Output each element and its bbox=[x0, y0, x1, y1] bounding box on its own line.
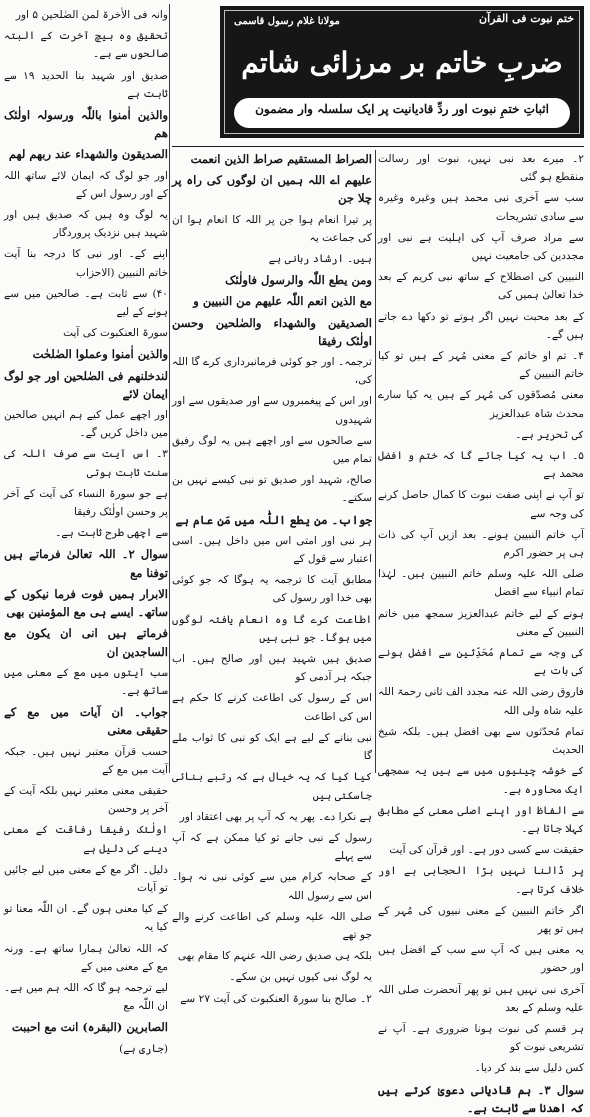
header-divider bbox=[172, 146, 584, 147]
right-column-line: صلی اللہ علیہ وسلم خاتم النبیین ہیں۔ لہٰذا تمام انبیاء سے افضل bbox=[378, 568, 584, 599]
right-column-line: ۴۔ تم او خاتم کے معنی مُہر کے ہیں تو کیا خاتم النبیین کے bbox=[378, 350, 584, 381]
right-column-line: ہونے کے لیے خاتم عبدالعزیز سمجھ میں خاتم النبیین کے معنی bbox=[378, 607, 584, 638]
left-column-line: سوال ۲۔ اللہ تعالیٰ فرماتے ہیں توفنا مع bbox=[4, 547, 168, 580]
column-divider-left bbox=[169, 4, 170, 773]
left-column-line: وانہ فی الاٰخرۃ لمن الصٰلحین ۵ اور bbox=[15, 9, 168, 21]
left-column-line: اور جو لوگ کہ ایمان لائے ساتھ اللہ کے اور رسول اس کے bbox=[4, 169, 168, 200]
middle-column-line: ہے نکرا دے۔ پھر یہ کہ آپ پر بھی اعتقاد اور bbox=[179, 810, 372, 823]
right-column-line: کے خوشہ چینیوں میں سے ہیں یہ سمجھی ایک محاورہ ہے۔ bbox=[378, 765, 584, 796]
middle-column-line: ہیں۔ ارشاد ربانی ہے bbox=[268, 253, 372, 266]
middle-column-line: کیا کیا کہ یہ خیال ہے کہ رتبے بنائی جاسکتی ہیں bbox=[172, 771, 372, 802]
middle-column-line: ہر نبی اور امتی اس میں داخل ہیں۔ اسی اعتبار سے قول کے bbox=[172, 534, 372, 566]
left-column-line: کہ اللہ تعالیٰ ہمارا ساتھ ہے۔ ورنہ مع کے معنی میں کے bbox=[4, 942, 168, 973]
right-column-line: آپ خاتم النبیین ہونے۔ بعد ازیں آپ کی ذات ہی پر حضور اکرم bbox=[378, 528, 584, 560]
article-header-banner bbox=[220, 6, 584, 138]
left-column-line: سے اچھی طرح ثابت ہے۔ bbox=[55, 527, 168, 540]
series-title: ختم نبوت فی القرآن bbox=[479, 12, 574, 25]
right-column-line: یہ معنی ہیں کہ آپ سے سب کے افضل ہیں اور حضور bbox=[378, 944, 584, 975]
right-column-line: فاروق رضی اللہ عنہ مجدد الف ثانی رحمۃ اللہ علیہ شاہ ولی اللہ bbox=[378, 686, 584, 717]
middle-column-line: کے صحابہ کرام میں سے کوئی نبی نہ ہوا۔ اس سے رسول اللہ bbox=[172, 871, 372, 902]
left-column-line: لندخلنھم فی الصٰلحین اور جو لوگ ایمان لائے bbox=[4, 368, 168, 401]
middle-column-line: صالح، شہید اور صدیق تو نبی کیسے نہیں بن سکتے۔ bbox=[172, 474, 372, 505]
middle-column-line: صلی اللہ علیہ وسلم کی اطاعت کرنے والے جو تھے bbox=[172, 910, 372, 941]
left-column-line: حقیقی معنی معتبر نہیں بلکہ آیت کے آخر پر وحسن bbox=[4, 784, 168, 816]
middle-column-line: ۲۔ صالح بنا سورۃ العنکبوت کی آیت ۲۷ سے bbox=[180, 992, 372, 1005]
left-column-line: اولٰئک رفیقا رفاقت کے معنی دینے کی دلیل ہے bbox=[4, 824, 168, 855]
middle-column-line: مطابق آیت کا ترجمہ یہ ہوگا کہ جو کوئی بھی خدا اور رسول کی bbox=[172, 574, 372, 605]
middle-column-line: صدیق ہیں شہید ہیں اور صالح ہیں۔ اب جبکہ ہر آدمی کو bbox=[172, 653, 372, 684]
middle-column-line: پر تیرا انعام ہوا جن پر اللہ کا انعام ہوا ان کی جماعت یہ bbox=[172, 213, 372, 244]
subtitle-box bbox=[234, 98, 570, 128]
article-subtitle: اثباتِ ختمِ نبوت اور ردِّ قادیانیت پر ایک سلسلہ وار مضمون bbox=[255, 102, 549, 116]
left-column-line: والذین اٰمنوا باللّٰہ ورسولہ اولٰئک ھم bbox=[4, 108, 168, 141]
right-column-line: سوال ۳۔ ہم قادیانی دعویٰ کرتے ہیں کہ اھدنا سے ثابت ہے۔ bbox=[378, 1082, 584, 1115]
left-column-line: سب آیتوں میں مع کے معنی میں ساتھ ہے۔ bbox=[4, 666, 168, 697]
left-column-line: ہے جو سورۃ النساء کی آیت کے آخر پر وحسن اولٰئک رفیقا bbox=[4, 487, 168, 519]
right-column-line: سب سے آخری نبی محمد ہیں وغیرہ وغیرہ سے سادی تشریحات bbox=[378, 192, 584, 223]
left-column-line: کے کیا معنی ہوں گے۔ ان اللّٰہ معنا تو کیا یہ bbox=[4, 903, 168, 934]
middle-column-line: اس کے رسول کی اطاعت کرنے کا حکم ہے اس کی اطاعت bbox=[172, 692, 372, 723]
left-column-line: تحقیق وہ بیچ آخرت کے البتہ صالحوں سے ہے۔ bbox=[4, 30, 168, 61]
left-column-line: ۳۔ اس آیت سے صرف اللہ کی سنت ثابت ہوتی bbox=[4, 448, 168, 479]
left-column-line: الصابرین (البقرہ) انت مع احببت bbox=[11, 1020, 168, 1035]
middle-column-line: بلکہ ہی صدیق رضی اللہ عنہم کا مقام بھی bbox=[177, 950, 372, 963]
right-column-line: آخری نبی نہیں ہیں تو پھر آنحضرت صلی اللہ علیہ وسلم کے بعد bbox=[378, 983, 584, 1014]
middle-column-line: ومن یطع اللّٰہ والرسول فاولٰئک bbox=[225, 273, 372, 288]
left-column-line: حسب قرآن معتبر نہیں ہیں۔ جبکہ آیت میں مع کے bbox=[4, 745, 168, 776]
right-column-line: کے بعد محبت نہیں اگر ہوتے تو دکھا دے جاتے ہیں گے۔ bbox=[378, 310, 584, 341]
left-column-line: اپنے کے۔ اور نبی کا درجہ بنا آیت خاتم النبیین (الاحزاب bbox=[4, 248, 168, 279]
right-column-line: کس دلیل سے بند کر دیا۔ bbox=[474, 1062, 584, 1075]
left-column-line: فرماتے ہیں انی ان یکون مع الساجدین ان bbox=[4, 626, 168, 659]
left-column bbox=[4, 6, 168, 1055]
left-column-line: (جاری ہے) bbox=[119, 1042, 168, 1055]
right-column-line: پر ڈالنا نہیں بڑا الحجابی ہے اور خلاف کرتا ہے۔ bbox=[378, 865, 584, 896]
author-byline: مولانا غلام رسول قاسمی bbox=[234, 16, 340, 27]
middle-column-line: ترجمہ۔ اور جو کوئی فرمانبرداری کرے گا اللہ کی، bbox=[172, 356, 372, 387]
left-column-line: والذین اٰمنوا وعملوا الصٰلحٰت bbox=[32, 347, 168, 362]
middle-column-line: اطاعت کرے گا وہ انعام یافتہ لوگوں میں ہوگا۔ جو نبی ہیں bbox=[172, 613, 372, 644]
middle-column-line: مع الذین انعم اللّٰہ علیھم من النبیین و bbox=[193, 294, 372, 309]
left-column-line: اور اچھے عمل کیے ہم انہیں صالحین میں داخل کریں گے۔ bbox=[4, 409, 168, 440]
right-column-line: کی تحریر ہے۔ bbox=[515, 428, 584, 441]
column-divider-right bbox=[375, 150, 376, 773]
left-column-line: ۴۰) سے ثابت ہے۔ صالحین میں سے ہونے کے لیے bbox=[4, 287, 168, 319]
left-column-line: لیے ترجمہ ہو گا کہ اللہ ہم میں ہے۔ ان اللّٰہ مع bbox=[4, 981, 168, 1013]
left-column-line: الصدیقون والشھداء عند ربھم لھم bbox=[8, 147, 168, 162]
middle-column-line: الصراط المستقیم صراط الذین انعمت bbox=[190, 152, 372, 166]
left-column-line: دلیل۔ اگر مع کے معنی میں لیے جائیں تو آیات bbox=[4, 863, 168, 894]
right-column-line: تمام مُحدّثوں سے بھی افضل ہیں۔ بلکہ شیخ الحدیث bbox=[378, 725, 584, 757]
right-column-line: معنی مُصدّقوں کی مُہر کے ہیں یہ کیا سارے محدث شاہ عبدالعزیز bbox=[378, 389, 584, 420]
right-column-line: سے مراد صرف آپ کی اہلیت ہے نبی اور مجددین کی جامعیت نہیں bbox=[378, 231, 584, 263]
left-column-line: الابرار ہمیں فوت فرما نیکوں کے ساتھ۔ ایسے ہی مع المؤمنین بھی bbox=[4, 586, 168, 620]
left-column-line: جواب۔ ان آیات میں مع کے حقیقی معنی bbox=[4, 705, 168, 738]
left-column-line: سورۃ العنکبوت کی آیت bbox=[63, 327, 168, 340]
middle-column-line: جواب۔ من یطع اللّٰہ میں مَن عام ہے bbox=[175, 512, 372, 527]
right-column-line: کی وجہ سے تمام مُحَدِّثین سے افضل ہونے کی بات ہے bbox=[378, 647, 584, 678]
right-column-line: النبیین کی اصطلاح کے ساتھ نبی کریم کے بعد خدا تعالیٰ ہمیں کی bbox=[378, 271, 584, 302]
right-column-line: ہر قسم کی نبوت ہونا ضروری ہے۔ آپ نے تشریعی نبوت کو bbox=[378, 1022, 584, 1054]
middle-column bbox=[172, 150, 372, 1005]
right-column-line: حقیقت سے کسی دور ہے۔ اور قرآن کی آیت bbox=[389, 844, 584, 857]
article-title: ضربِ خاتم بر مرزائی شاتم bbox=[241, 46, 563, 79]
right-column bbox=[378, 150, 584, 1115]
middle-column-line: نبی بنانے کے لیے ہے ایک کو نبی کا ثواب ملے گا bbox=[172, 731, 372, 763]
right-column-line: ۵۔ اب یہ کیا جائے گا کہ ختم و افضل محمد ہے bbox=[378, 450, 584, 481]
right-column-line: اگر خاتم النبیین کے معنی نبیوں کی مُہر کے ہیں تو پھر bbox=[378, 904, 584, 935]
middle-column-line: علیھم اے اللہ ہمیں ان لوگوں کی راہ پر چلا جن bbox=[172, 173, 372, 206]
middle-column-line: یہ لوگ نبی کیوں نہیں بن سکے۔ bbox=[229, 971, 372, 984]
left-column-line: یہ لوگ وہ ہیں کہ صدیق ہیں اور شہید ہیں نزدیک پروردگار bbox=[4, 209, 168, 240]
right-column-line: سے الفاظ اور اپنے اصلی معنی کے مطابق کہلا جاتا ہے۔ bbox=[378, 804, 584, 835]
middle-column-line: الصدیقین والشھداء والصٰلحین وحسن اولٰئک رفیقا bbox=[172, 315, 372, 348]
middle-column-line: اور اس کے پیغمبروں سے اور صدیقوں سے اور شہیدوں bbox=[172, 395, 372, 426]
right-column-line: تو آپ نے اپنی صفت نبوت کا کمال حاصل کرنے کی وجہ سے bbox=[378, 489, 584, 520]
middle-column-line: سے صالحوں سے اور اچھے ہیں یہ لوگ رفیق تمام میں bbox=[172, 434, 372, 466]
left-column-line: صدیق اور شہید بنا الحدید ۱۹ سے ثابت ہے bbox=[4, 69, 168, 100]
middle-column-line: رسول کے نبی جانے تو کیا ممکن ہے کہ آپ سے پہلے bbox=[172, 831, 372, 863]
right-column-line: ۲۔ میرے بعد نبی نہیں، نبوت اور رسالت منقطع ہو گئی bbox=[378, 153, 584, 184]
